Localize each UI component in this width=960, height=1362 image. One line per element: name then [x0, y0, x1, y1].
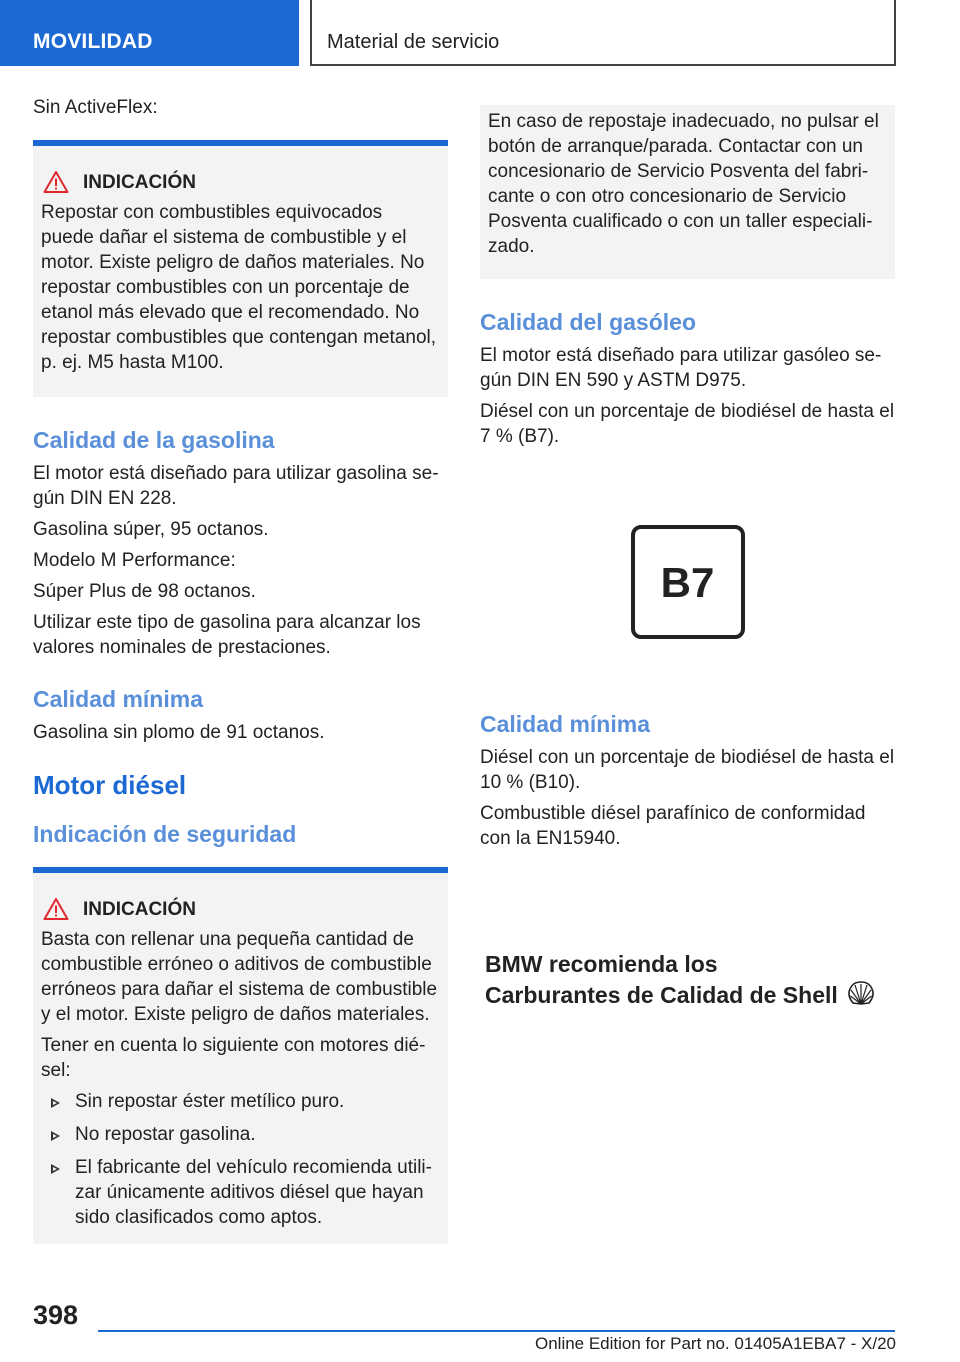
list-item [41, 1122, 440, 1147]
shell-line2-row [485, 980, 895, 1011]
b7-label-text: B7 [660, 558, 715, 606]
notice-title: INDICACIÓN [83, 171, 196, 193]
b7-fuel-label [631, 525, 745, 639]
notice-title: INDICACIÓN [83, 898, 196, 920]
page-number: 398 [33, 1300, 79, 1330]
section-title: MOVILIDAD [33, 30, 153, 53]
notice-header [41, 895, 440, 923]
shell-logo-icon [846, 979, 876, 1007]
safety-heading: Indicación de seguridad [33, 821, 297, 847]
min-quality-heading: Calidad mínima [33, 686, 203, 712]
chapter-title: Material de servicio [327, 31, 500, 53]
gasoline-p5: Utilizar este tipo de gasolina para alcanzar los valores nominales de prestaciones. [33, 612, 421, 658]
intro-text: Sin ActiveFlex: [33, 97, 158, 118]
left-column [33, 95, 448, 1244]
gasoline-p3: Modelo M Performance: [33, 550, 236, 571]
notice-p2: Tener en cuenta lo siguiente con motores diésel: [41, 1035, 426, 1081]
notice-p1: Basta con rellenar una pequeña cantidad de combustible erróneo o aditivos de combustible erróneos para dañar el sistema de combustible y el motor. Existe peligro de daños materiales. [41, 929, 438, 1025]
right-column [480, 103, 895, 1011]
notice-continuation-text: En caso de repostaje inadecuado, no pulsar el botón de arranque/parada. Contactar con un concesionario de Servicio Posventa del fabricante o con otro concesionario de Servicio Posventa cualificado o con un taller especializado. [488, 111, 879, 257]
notice-text: Repostar con combustibles equivocados puede dañar el sistema de combustible y el motor. Existe peligro de daños materiales. No repostar combustibles con un porcentaje de etanol más elevado que el recomendado. No repostar combustibles que contengan metanol, p. ej. M5 hasta M100. [41, 202, 437, 373]
min-quality-p1: Gasolina sin plomo de 91 octanos. [33, 722, 325, 743]
footer-divider [98, 1330, 895, 1332]
edition-footer: Online Edition for Part no. 01405A1EBA7 - X/20 [534, 1334, 896, 1353]
gasoline-p1: El motor está diseñado para utilizar gasolina según DIN EN 228. [33, 463, 439, 509]
list-item-text: No repostar gasolina. [75, 1124, 256, 1145]
triangle-bullet-icon [51, 1098, 60, 1108]
list-item [41, 1155, 440, 1230]
triangle-bullet-icon [51, 1164, 60, 1174]
diesel-engine-heading: Motor diésel [33, 770, 187, 800]
diesel-min-quality-p1: Diésel con un porcentaje de biodiésel de hasta el 10 % (B10). [480, 747, 895, 793]
diesel-quality-heading: Calidad del gasóleo [480, 309, 696, 335]
gasoline-quality-heading: Calidad de la gasolina [33, 427, 275, 453]
gasoline-p2: Gasolina súper, 95 octanos. [33, 519, 269, 540]
diesel-min-quality-p2: Combustible diésel parafínico de conformidad con la EN15940. [480, 803, 866, 849]
notice-box-fuel [33, 140, 448, 397]
notice-box-diesel [33, 867, 448, 1244]
list-item [41, 1089, 440, 1114]
b7-symbol-figure [480, 455, 895, 709]
diesel-quality-p1: El motor está diseñado para utilizar gasóleo según DIN EN 590 y ASTM D975. [480, 345, 882, 391]
triangle-bullet-icon [51, 1131, 60, 1141]
warning-triangle-icon [43, 897, 69, 921]
gasoline-p4: Súper Plus de 98 octanos. [33, 581, 256, 602]
notice-header [41, 168, 440, 196]
list-item-text: El fabricante del vehículo recomienda utilizar únicamente aditivos diésel que hayan sido clasificados como aptos. [75, 1157, 432, 1228]
bullet-list [41, 1089, 440, 1230]
diesel-min-quality-heading: Calidad mínima [480, 711, 650, 737]
list-item-text: Sin repostar éster metílico puro. [75, 1091, 345, 1112]
shell-recommendation [480, 949, 895, 1011]
shell-line2: Carburantes de Calidad de Shell [485, 982, 838, 1008]
chapter-header [310, 0, 896, 66]
warning-triangle-icon [43, 170, 69, 194]
diesel-quality-p2: Diésel con un porcentaje de biodiésel de hasta el 7 % (B7). [480, 401, 895, 447]
shell-line1: BMW recomienda los [485, 951, 718, 977]
section-tab[interactable] [0, 0, 299, 66]
notice-continuation [480, 105, 895, 279]
